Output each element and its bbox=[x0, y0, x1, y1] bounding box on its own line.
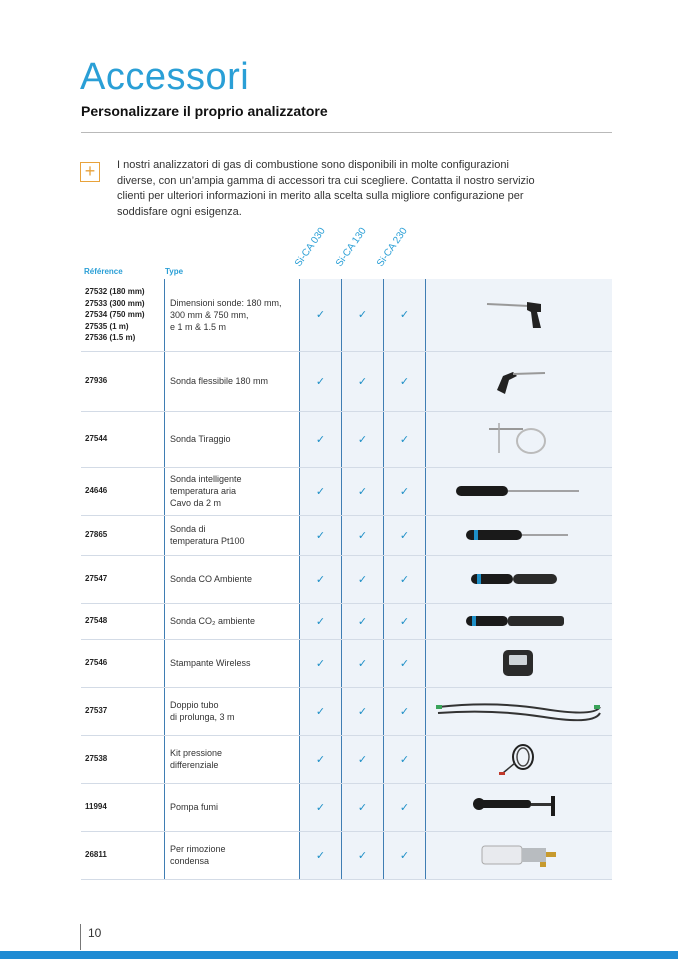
extension-hose-icon bbox=[426, 687, 613, 735]
co-probe-icon bbox=[426, 555, 613, 603]
reference-cell bbox=[81, 555, 165, 603]
table-row bbox=[81, 515, 612, 555]
pressure-kit-icon bbox=[426, 735, 613, 783]
probe-gun-icon bbox=[426, 279, 613, 351]
page-subtitle: Personalizzare il proprio analizzatore bbox=[81, 103, 328, 119]
check-icon: ✓ bbox=[384, 351, 426, 411]
reference-value: 27546 bbox=[85, 658, 108, 668]
check-icon: ✓ bbox=[300, 467, 342, 515]
reference-value: 27547 bbox=[85, 574, 108, 584]
reference-value: 11994 bbox=[85, 802, 107, 812]
column-header-model-2: Si-CA 130 bbox=[333, 225, 369, 269]
reference-value: 26811 bbox=[85, 850, 107, 860]
table-row bbox=[81, 467, 612, 515]
table-row bbox=[81, 603, 612, 639]
type-description: Dimensioni sonde: 180 mm, bbox=[170, 297, 282, 308]
type-cell bbox=[165, 467, 300, 515]
type-cell bbox=[165, 515, 300, 555]
type-description: Stampante Wireless bbox=[170, 658, 251, 668]
check-icon: ✓ bbox=[300, 831, 342, 879]
check-icon: ✓ bbox=[300, 603, 342, 639]
type-description: Doppio tubo bbox=[170, 700, 219, 710]
type-description: e 1 m & 1.5 m bbox=[170, 321, 227, 332]
check-icon: ✓ bbox=[300, 735, 342, 783]
column-header-model-1: Si-CA 030 bbox=[292, 225, 328, 269]
condensate-trap-icon bbox=[426, 831, 613, 879]
column-header-reference: Référence bbox=[84, 267, 123, 276]
type-description: Sonda CO₂ ambiente bbox=[170, 616, 256, 626]
reference-value: 27865 bbox=[85, 530, 108, 540]
table-row bbox=[81, 279, 612, 351]
type-cell bbox=[165, 555, 300, 603]
reference-cell bbox=[81, 411, 165, 467]
check-icon: ✓ bbox=[300, 411, 342, 467]
table-row bbox=[81, 735, 612, 783]
reference-value: 27544 bbox=[85, 434, 108, 444]
reference-value: 27936 bbox=[85, 376, 108, 386]
reference-value: 27533 (300 mm) bbox=[85, 298, 145, 308]
type-description: Cavo da 2 m bbox=[170, 498, 222, 508]
footer-divider bbox=[80, 924, 81, 950]
type-cell bbox=[165, 351, 300, 411]
reference-value: 27535 (1 m) bbox=[85, 321, 129, 331]
type-description: Sonda di bbox=[170, 524, 206, 534]
check-icon: ✓ bbox=[300, 687, 342, 735]
type-cell bbox=[165, 831, 300, 879]
check-icon: ✓ bbox=[300, 279, 342, 351]
type-description: Per rimozione bbox=[170, 844, 226, 854]
reference-cell bbox=[81, 639, 165, 687]
type-description: 300 mm & 750 mm, bbox=[170, 309, 249, 320]
printer-icon bbox=[426, 639, 613, 687]
type-description: Sonda intelligente bbox=[170, 474, 242, 484]
type-description: Sonda Tiraggio bbox=[170, 434, 231, 444]
reference-cell bbox=[81, 279, 165, 351]
column-header-type: Type bbox=[165, 267, 184, 276]
pt100-probe-icon bbox=[426, 515, 613, 555]
type-cell bbox=[165, 603, 300, 639]
table-row bbox=[81, 351, 612, 411]
check-icon: ✓ bbox=[342, 515, 384, 555]
type-cell bbox=[165, 639, 300, 687]
reference-cell bbox=[81, 831, 165, 879]
reference-value: 27537 bbox=[85, 706, 108, 716]
page-number: 10 bbox=[88, 926, 102, 940]
check-icon: ✓ bbox=[342, 279, 384, 351]
type-description: differenziale bbox=[170, 760, 219, 770]
check-icon: ✓ bbox=[300, 515, 342, 555]
table-row bbox=[81, 555, 612, 603]
check-icon: ✓ bbox=[384, 515, 426, 555]
check-icon: ✓ bbox=[384, 783, 426, 831]
flexible-probe-icon bbox=[426, 351, 613, 411]
check-icon: ✓ bbox=[342, 687, 384, 735]
check-icon: ✓ bbox=[384, 831, 426, 879]
bottom-bar bbox=[0, 951, 678, 959]
type-cell bbox=[165, 735, 300, 783]
check-icon: ✓ bbox=[384, 279, 426, 351]
check-icon: ✓ bbox=[342, 783, 384, 831]
page-title: Accessori bbox=[80, 56, 250, 98]
check-icon: ✓ bbox=[342, 831, 384, 879]
reference-value: 27538 bbox=[85, 754, 108, 764]
intro-text: I nostri analizzatori di gas di combustione sono disponibili in molte configurazioni diverse, con un’ampia gamma di accessori tra cui scegliere. Contatta il nostro servizio clienti per ulteriori informazioni in merito alla scelta sulla migliore configurazione per soddisfare ogni esigenza. bbox=[117, 159, 535, 218]
reference-value: 27536 (1.5 m) bbox=[85, 333, 136, 342]
table-row bbox=[81, 639, 612, 687]
table-row bbox=[81, 783, 612, 831]
check-icon: ✓ bbox=[300, 783, 342, 831]
check-icon: ✓ bbox=[342, 351, 384, 411]
type-description: condensa bbox=[170, 856, 210, 866]
table-row bbox=[81, 411, 612, 467]
check-icon: ✓ bbox=[300, 351, 342, 411]
type-description: Kit pressione bbox=[170, 748, 223, 758]
reference-cell bbox=[81, 515, 165, 555]
check-icon: ✓ bbox=[300, 555, 342, 603]
reference-cell bbox=[81, 467, 165, 515]
check-icon: ✓ bbox=[384, 687, 426, 735]
air-temp-probe-icon bbox=[426, 467, 613, 515]
reference-cell bbox=[81, 735, 165, 783]
reference-value: 27534 (750 mm) bbox=[85, 310, 145, 319]
check-icon: ✓ bbox=[384, 555, 426, 603]
plus-icon: + bbox=[80, 162, 100, 182]
type-description: temperatura aria bbox=[170, 486, 237, 496]
co2-probe-icon bbox=[426, 603, 613, 639]
check-icon: ✓ bbox=[384, 735, 426, 783]
divider bbox=[81, 132, 612, 133]
type-description: Pompa fumi bbox=[170, 802, 219, 812]
type-cell bbox=[165, 279, 300, 351]
type-description: Sonda CO Ambiente bbox=[170, 574, 253, 584]
type-description: temperatura Pt100 bbox=[170, 536, 245, 546]
type-description: di prolunga, 3 m bbox=[170, 712, 235, 722]
check-icon: ✓ bbox=[342, 603, 384, 639]
reference-cell bbox=[81, 687, 165, 735]
accessories-table bbox=[81, 279, 612, 880]
check-icon: ✓ bbox=[384, 603, 426, 639]
check-icon: ✓ bbox=[342, 555, 384, 603]
table-row bbox=[81, 687, 612, 735]
type-description: Sonda flessibile 180 mm bbox=[170, 376, 269, 386]
reference-value: 24646 bbox=[85, 486, 108, 496]
check-icon: ✓ bbox=[342, 411, 384, 467]
check-icon: ✓ bbox=[384, 411, 426, 467]
smoke-pump-icon bbox=[426, 783, 613, 831]
check-icon: ✓ bbox=[342, 735, 384, 783]
reference-cell bbox=[81, 783, 165, 831]
reference-value: 27548 bbox=[85, 616, 108, 626]
check-icon: ✓ bbox=[342, 467, 384, 515]
type-cell bbox=[165, 783, 300, 831]
check-icon: ✓ bbox=[342, 639, 384, 687]
reference-cell bbox=[81, 603, 165, 639]
column-header-model-3: Si-CA 230 bbox=[374, 225, 410, 269]
reference-cell bbox=[81, 351, 165, 411]
reference-value: 27532 (180 mm) bbox=[85, 287, 145, 296]
check-icon: ✓ bbox=[384, 467, 426, 515]
type-cell bbox=[165, 687, 300, 735]
type-cell bbox=[165, 411, 300, 467]
check-icon: ✓ bbox=[384, 639, 426, 687]
table-row bbox=[81, 831, 612, 879]
check-icon: ✓ bbox=[300, 639, 342, 687]
draft-probe-icon bbox=[426, 411, 613, 467]
